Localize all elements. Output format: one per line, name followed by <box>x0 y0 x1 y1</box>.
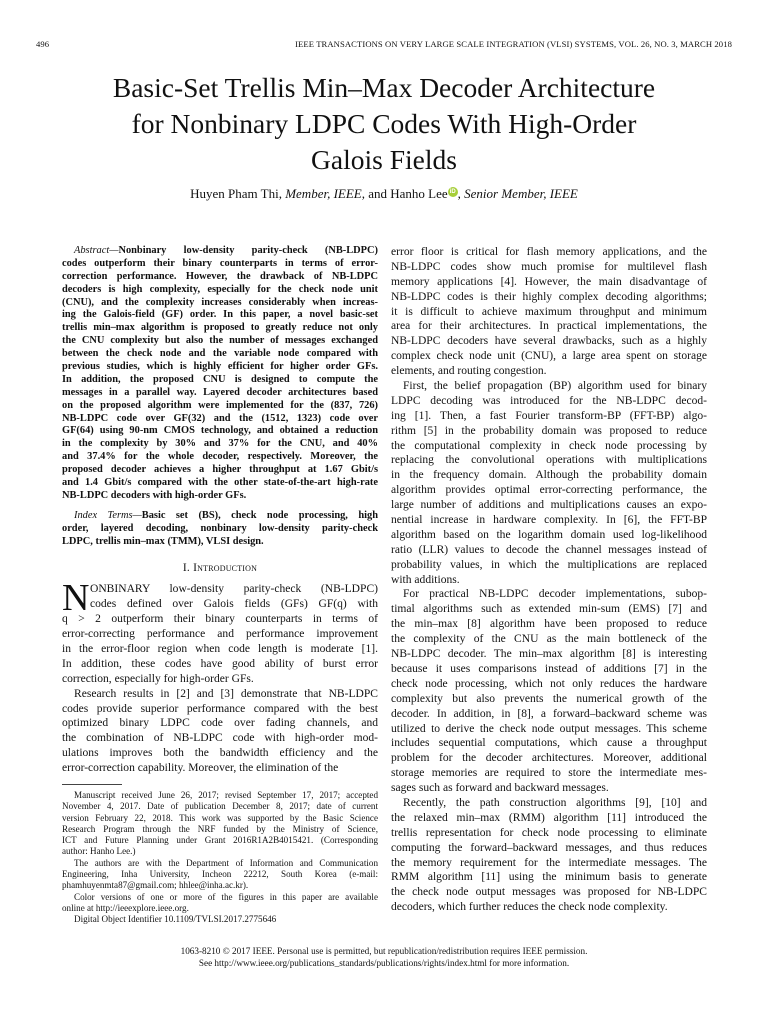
text-line: order, layered decoding, nonbinary low-density parity-check <box>62 522 378 534</box>
text-line: the relaxed min–max (RMM) algorithm [11] introduced the <box>391 811 707 824</box>
journal-name: IEEE TRANSACTIONS ON VERY LARGE SCALE INTEGRATION (VLSI) SYSTEMS, VOL. 26, NO. 3, MARCH 2018 <box>295 39 732 49</box>
text-line: Manuscript received June 26, 2017; revised September 17, 2017; accepted <box>74 789 378 800</box>
text-line: LDPC decoding was introduced for the NB-LDPC decod- <box>391 394 707 407</box>
title-line: Basic-Set Trellis Min–Max Decoder Architecture <box>112 72 656 103</box>
section-heading: I. Introduction <box>182 562 258 575</box>
text-line: and 37.4% for the whole decoder, respectively. Moreover, the <box>62 451 378 463</box>
text-line: NB-LDPC codes is their highly complex decoding algorithms; <box>391 290 707 303</box>
text-line: codes defined over Galois fields (GFs) GF(q) with <box>90 598 378 611</box>
text-line: November 4, 2017. Date of publication December 8, 2017; date of current <box>62 801 378 812</box>
index-terms <box>62 510 378 549</box>
text-line: utilized to derive the check node output messages. This scheme <box>391 722 707 735</box>
text-line: In addition, the proposed CNU is designed to compute the <box>62 373 378 385</box>
author-line: Huyen Pham Thi, Member, IEEE, and Hanho Lee iD , Senior Member, IEEE <box>190 186 578 201</box>
left-column <box>62 245 378 926</box>
text-line: ratio (LLR) values to decode the channel messages instead of <box>391 543 707 556</box>
text-line: in the complexity by 30% and 37% for the CNU, and 40% <box>62 438 378 450</box>
text-line: correction performance. However, the drawback of NB-LDPC <box>62 270 378 282</box>
text-line: phamhuyenmta87@gmail.com; hhlee@inha.ac.kr). <box>62 880 249 891</box>
text-line: ICT and Future Planning under Grant 2016R1A2B4015421. (Corresponding <box>62 835 378 846</box>
text-line: elements, and routing congestion. <box>391 365 547 378</box>
text-line: nential increase in hardware complexity. In [6], the FFT-BP <box>391 514 707 527</box>
paper-title <box>40 70 728 178</box>
text-line: previous studies, which is highly efficient for higher order GFs. <box>62 361 378 373</box>
text-line: The authors are with the Department of Information and Communication <box>74 857 378 868</box>
text-line: computing the forward–backward messages, and thus reduces <box>391 841 707 854</box>
text-line: messages in a parallel way. Layered decoder architectures based <box>62 386 378 398</box>
text-line: between the check node and the variable node compared with <box>62 348 378 360</box>
abstract <box>62 245 378 503</box>
text-line: rithm [5] in the probability domain was proposed to reduce <box>391 424 707 437</box>
text-line: because it uses comparisons instead of additions [7] in the <box>391 662 707 675</box>
text-line: online at http://ieeexplore.ieee.org. <box>62 902 189 913</box>
text-line: NB-LDPC code over GF(32) and the (1512, 1323) code over <box>62 412 378 424</box>
text-line: algorithm provides optimal error-correcting performance, the <box>391 484 707 497</box>
text-line: correction, especially for high-order GFs. <box>62 672 254 685</box>
text-line: Research results in [2] and [3] demonstrate that NB-LDPC <box>74 687 378 700</box>
dropcap-letter: N <box>62 577 90 620</box>
text-line: Digital Object Identifier 10.1109/TVLSI.2017.2775646 <box>74 914 277 925</box>
title-line: Galois Fields <box>311 144 457 175</box>
text-line: algorithm based on the logarithm domain used log-likelihood <box>391 528 707 541</box>
text-line: In addition, these codes have good ability of burst error <box>62 657 378 670</box>
text-line: the combination of NB-LDPC code with high-order mod- <box>62 732 378 745</box>
author-name: and Hanho Lee <box>368 186 448 201</box>
text-line: it is difficult to achieve maximum throughput and minimum <box>391 305 707 318</box>
footnote-rule <box>62 784 122 785</box>
title-line: for Nonbinary LDPC Codes With High-Order <box>131 108 637 139</box>
text-line: NB-LDPC decoders have several drawbacks, such as a highly <box>391 335 707 348</box>
text-line: memory applications [4]. However, the main disadvantage of <box>391 275 707 288</box>
text-line: timal algorithms such as extended min-sum (EMS) [7] and <box>391 603 707 616</box>
text-line: in the frequency domain. Although the probability domain <box>391 469 707 482</box>
right-column <box>391 245 707 915</box>
text-line: replacing the convolutional operations with multiplications <box>391 454 707 467</box>
text-line: codes provide superior performance compared with the best <box>62 702 378 715</box>
text-line: probability values, in which the multiplications are replaced <box>391 558 707 571</box>
text-line: the memory requirement for the intermediate messages. The <box>391 856 707 869</box>
text-line: ing [1]. Then, a fast Fourier transform-BP (FFT-BP) algo- <box>391 409 707 422</box>
text-line: storage memories are required to store the intermediate mes- <box>391 767 707 780</box>
text-line: includes sequential computations, which cause a throughput <box>391 737 707 750</box>
orcid-icon[interactable]: iD <box>449 188 456 195</box>
text-line: (CNU), and the complexity increases considerably when increas- <box>62 296 378 308</box>
text-line: decoders is high complexity, especially for the check node unit <box>62 283 378 295</box>
text-line: codes outperform their binary counterparts in terms of error- <box>62 257 378 269</box>
text-line: ONBINARY low-density parity-check (NB-LDPC) <box>90 583 378 596</box>
text-line: proposed decoder achieves a higher throughput at 1.67 Gbit/s <box>62 464 378 476</box>
copyright-line: 1063-8210 © 2017 IEEE. Personal use is permitted, but republication/redistribution requires IEEE permission. <box>180 946 588 956</box>
text-line: Color versions of one or more of the figures in this paper are available <box>74 891 378 902</box>
author-name: Huyen Pham Thi, <box>190 186 282 201</box>
text-line: ing the Galois-field (GF) order. In this paper, a novel basic-set <box>62 309 378 321</box>
text-line: the complexity of the CNU as the main bottleneck of the <box>391 633 707 646</box>
text-line: Engineering, Inha University, Incheon 22212, South Korea (e-mail: <box>62 869 378 880</box>
text-line: First, the belief propagation (BP) algorithm used for binary <box>403 380 707 393</box>
text-line: the computational complexity in check node processing by <box>391 439 707 452</box>
text-line: NB-LDPC decoders with high-order GFs. <box>62 489 247 501</box>
text-line: complexity but also prevents the numerical growth of the <box>391 692 707 705</box>
text-line: error-correction capability. Moreover, the elimination of the <box>62 762 339 775</box>
text-line: Recently, the path construction algorithms [9], [10] and <box>403 796 707 809</box>
text-line: For practical NB-LDPC decoder implementations, subop- <box>403 588 707 601</box>
text-line: NB-LDPC codes show much promise for multilevel flash <box>391 260 707 273</box>
text-line: decoders, which further reduces the check node complexity. <box>391 901 668 914</box>
text-line: Abstract—Nonbinary low-density parity-check (NB-LDPC) <box>74 245 378 256</box>
text-line: and 1.4 Gbit/s compared with the other state-of-the-art high-rate <box>62 477 378 489</box>
text-line: GF(64) using 90-nm CMOS technology, and obtained a reduction <box>62 425 378 437</box>
page-number: 496 <box>36 39 50 49</box>
text-line: the min–max [8] algorithm have been proposed to reduce <box>391 618 707 631</box>
text-line: trellis min–max algorithm is proposed to greatly reduce not only <box>62 322 378 334</box>
copyright-line: See http://www.ieee.org/publications_standards/publications/rights/index.html for more information. <box>198 957 570 968</box>
text-line: with additions. <box>391 573 460 586</box>
right-column-text <box>391 245 707 915</box>
author-role: Member, IEEE, <box>285 186 365 201</box>
copyright-notice <box>40 946 728 970</box>
text-line: the check node output messages was proposed for NB-LDPC <box>391 886 707 899</box>
text-line: large number of additions and multiplications causes an expo- <box>391 499 707 512</box>
introduction-text <box>62 577 378 776</box>
text-line: ulations improves both the bandwidth efficiency and the <box>62 747 378 760</box>
text-line: RMM algorithm [11] using the minimum basis to generate <box>391 871 707 884</box>
text-line: optimized binary LDPC code over fading channels, and <box>62 717 378 730</box>
text-line: error-correcting performance and performance improvement <box>62 628 378 641</box>
running-header <box>36 39 732 51</box>
text-line: area for their architectures. In practical implementations, the <box>391 320 707 333</box>
text-line: author: Hanho Lee.) <box>62 846 136 857</box>
text-line: sages such as forward and backward messages. <box>391 782 609 795</box>
lead-label: Index Terms— <box>74 509 142 521</box>
text-line: in the error-floor region when code length is moderate [1]. <box>62 642 378 655</box>
text-line: complex check node unit (CNU), a large area spent on storage <box>391 350 707 363</box>
author-role: Senior Member, IEEE <box>464 186 578 201</box>
text-line: problem for the decoder architectures. Moreover, additional <box>391 752 707 765</box>
text-line: trellis representation for check node processing to eliminate <box>391 826 707 839</box>
text-line: NB-LDPC decoder. The min–max algorithm [8] is interesting <box>391 648 707 661</box>
text-line: error floor is critical for flash memory applications, and the <box>391 246 707 258</box>
text-line: check node processing, which not only reduces the hardware <box>391 677 707 690</box>
text-line: on the proposed algorithm were implemented for the (837, 726) <box>62 399 378 411</box>
footnotes <box>62 790 378 926</box>
lead-label: Abstract— <box>74 245 119 256</box>
text-line: version February 22, 2018. This work was supported by the Basic Science <box>62 812 378 823</box>
text-line: Index Terms—Basic set (BS), check node processing, high <box>74 509 378 521</box>
text-line: decoder. In addition, in [8], a forward–backward scheme was <box>391 707 707 720</box>
text-line: q > 2 outperform their binary counterparts in terms of <box>62 613 378 626</box>
text-line: the CNU complexity but also the number of messages exchanged <box>62 335 378 347</box>
text-line: Research Program through the NRF funded by the Ministry of Science, <box>62 823 378 834</box>
text-line: LDPC, trellis min–max (TMM), VLSI design. <box>62 535 264 547</box>
